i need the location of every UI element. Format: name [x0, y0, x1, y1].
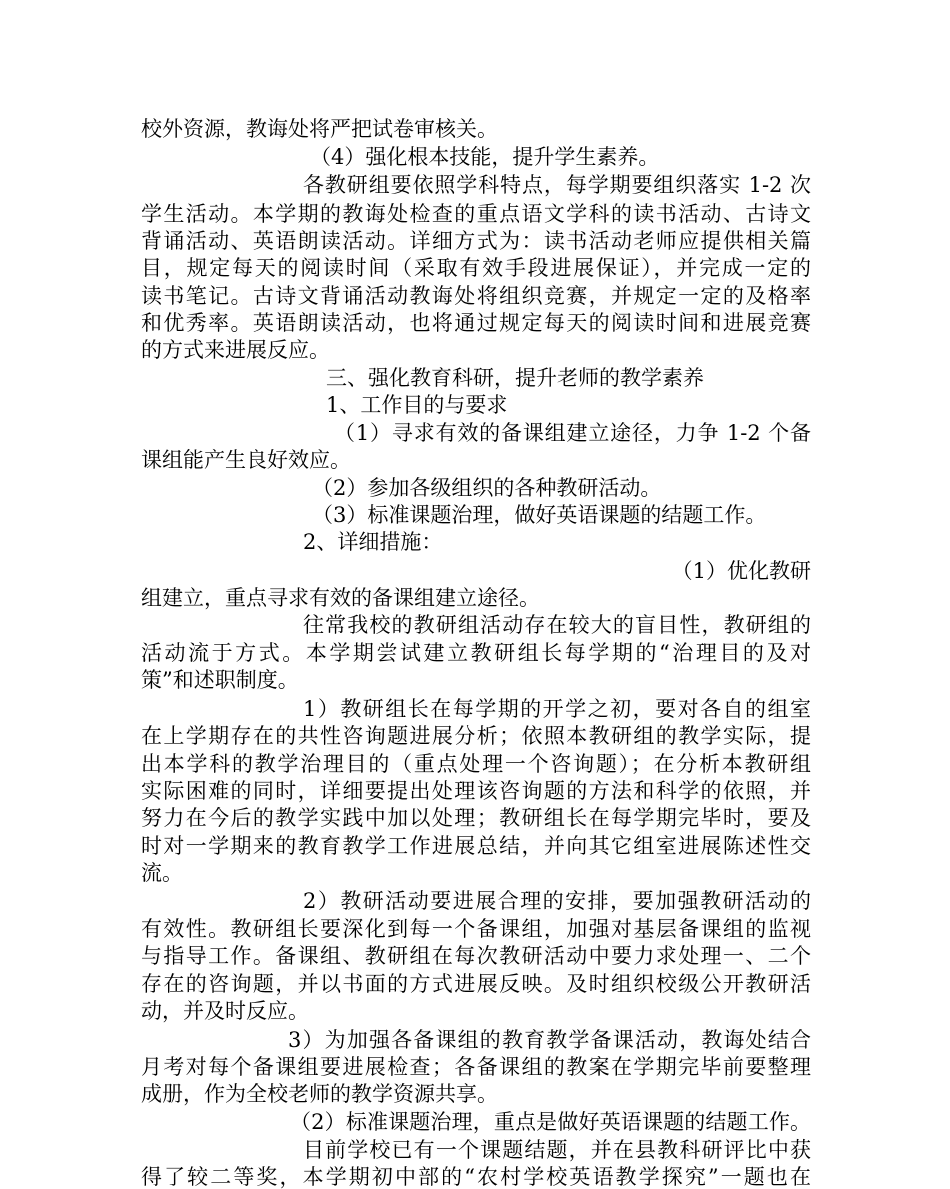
- text-line: 成册，作为全校老师的教学资源共享。: [141, 1082, 498, 1106]
- text-line: 校外资源，教诲处将严把试卷审核关。: [141, 117, 498, 141]
- text-line: 学生活动。本学期的教诲处检查的重点语文学科的读书活动、古诗文: [141, 202, 811, 226]
- paragraph-first-line: 往常我校的教研组活动存在较大的盲目性，教研组的: [303, 613, 811, 637]
- text-line: 努力在今后的教学实践中加以处理；教研组长在每学期完毕时，要及: [141, 806, 811, 830]
- text-line: 时对一学期来的教育教学工作进展总结，并向其它组室进展陈述性交: [141, 834, 811, 858]
- text-line: 课组能产生良好效应。: [141, 448, 351, 472]
- paragraph-first-line: 3）为加强各备课组的教育教学备课活动，教诲处结合: [288, 1028, 811, 1052]
- subsection-heading: 2、详细措施：: [303, 530, 443, 554]
- text-line: 和优秀率。英语朗读活动，也将通过规定每天的阅读时间和进展竞赛: [141, 311, 811, 335]
- text-line: 活动流于方式。本学期尝试建立教研组长每学期的“治理目的及对: [141, 641, 811, 665]
- text-line: 读书笔记。古诗文背诵活动教诲处将组织竞赛，并规定一定的及格率: [141, 284, 811, 308]
- text-line: 有效性。教研组长要深化到每一个备课组，加强对基层备课组的监视: [141, 917, 811, 941]
- text-line: 动，并及时反应。: [141, 999, 309, 1023]
- text-line: 存在的咨询题，并以书面的方式进展反映。及时组织校级公开教研活: [141, 972, 811, 996]
- section-heading: 三、强化教育科研，提升老师的教学素养: [326, 366, 704, 390]
- text-line: 背诵活动、英语朗读活动。详细方式为：读书活动老师应提供相关篇: [141, 229, 811, 253]
- text-line: 得了较二等奖，本学期初中部的“农村学校英语教学探究”一题也在: [141, 1165, 811, 1189]
- list-item: （3）标准课题治理，做好英语课题的结题工作。: [312, 503, 767, 527]
- text-line: 目，规定每天的阅读时间（采取有效手段进展保证），并完成一定的: [141, 256, 811, 280]
- subsection-heading: （2）标准课题治理，重点是做好英语课题的结题工作。: [290, 1110, 811, 1134]
- paragraph-first-line: （1）寻求有效的备课组建立途径，力争 1-2 个备: [334, 421, 811, 445]
- paragraph-first-line: （1）优化教研: [671, 559, 811, 583]
- text-line: 出本学科的教学治理目的（重点处理一个咨询题）；在分析本教研组: [141, 752, 811, 776]
- list-item: （2）参加各级组织的各种教研活动。: [312, 476, 662, 500]
- text-line: 与指导工作。备课组、教研组在每次教研活动中要力求处理一、二个: [141, 944, 811, 968]
- text-line: 的方式来进展反应。: [141, 338, 330, 362]
- section-heading: （4）强化根本技能，提升学生素养。: [310, 145, 660, 169]
- text-line: 策”和述职制度。: [141, 668, 299, 692]
- text-line: 月考对每个备课组要进展检查；各备课组的教案在学期完毕前要整理: [141, 1055, 811, 1079]
- paragraph-first-line: 各教研组要依照学科特点，每学期要组织落实 1-2 次: [303, 173, 811, 197]
- text-line: 组建立，重点寻求有效的备课组建立途径。: [141, 586, 540, 610]
- paragraph-first-line: 2）教研活动要进展合理的安排，要加强教研活动的: [303, 889, 811, 913]
- paragraph-first-line: 目前学校已有一个课题结题，并在县教科研评比中获: [303, 1138, 811, 1162]
- text-line: 在上学期存在的共性咨询题进展分析；依照本教研组的教学实际，提: [141, 724, 811, 748]
- subsection-heading: 1、工作目的与要求: [326, 393, 508, 417]
- text-line: 实际困难的同时，详细要提出处理该咨询题的方法和科学的依照，并: [141, 779, 811, 803]
- paragraph-first-line: 1）教研组长在每学期的开学之初，要对各自的组室: [303, 697, 811, 721]
- text-line: 流。: [141, 861, 183, 885]
